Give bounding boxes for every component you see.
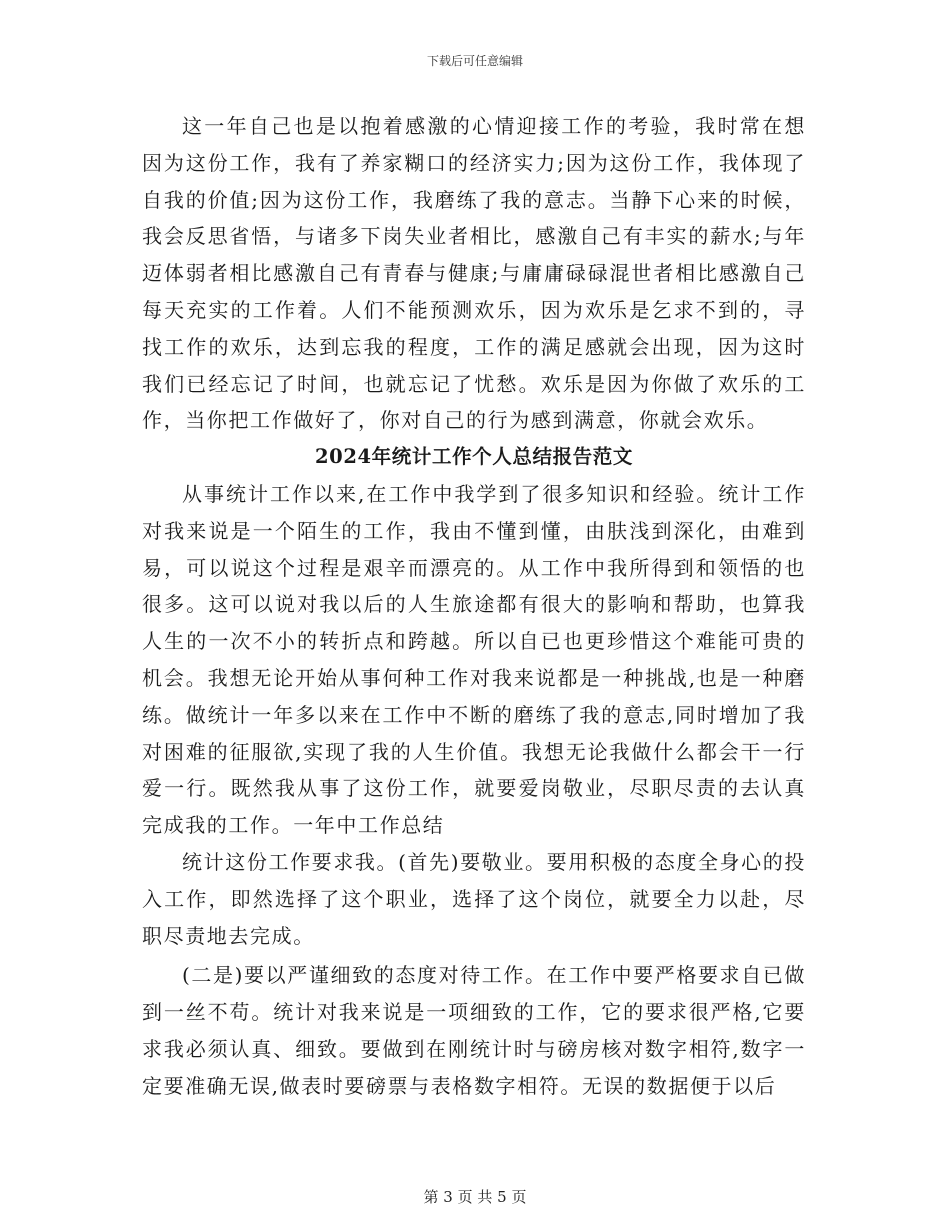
- paragraph-dedication: 统计这份工作要求我。(首先)要敬业。要用积极的态度全身心的投入工作，即然选择了这个职业，选择了这个岗位，就要全力以赴，尽职尽责地去完成。: [142, 849, 806, 948]
- article-title: 2024年统计工作个人总结报告范文: [315, 445, 633, 469]
- document-body: [142, 108, 806, 1105]
- page-number: 第 3 页 共 5 页: [423, 1188, 527, 1206]
- paragraph-rigor: (二是)要以严谨细致的态度对待工作。在工作中要严格要求自已做到一丝不苟。统计对我来说是一项细致的工作，它的要求很严格,它要求我必须认真、细致。要做到在刚统计时与磅房核对数字相符,数字一定要准确无误,做表时要磅票与表格数字相符。无误的数据便于以后: [142, 963, 806, 1098]
- page-header: 下载后可任意编辑: [426, 54, 523, 68]
- paragraph-gratitude: 这一年自己也是以抱着感激的心情迎接工作的考验，我时常在想因为这份工作，我有了养家糊口的经济实力;因为这份工作，我体现了自我的价值;因为这份工作，我磨练了我的意志。当静下心来的时候，我会反思省悟，与诸多下岗失业者相比，感激自己有丰实的薪水;与年迈体弱者相比感激自己有青春与健康;与庸庸碌碌混世者相比感激自己每天充实的工作着。人们不能预测欢乐，因为欢乐是乞求不到的，寻找工作的欢乐，达到忘我的程度，工作的满足感就会出现，因为这时我们已经忘记了时间，也就忘记了忧愁。欢乐是因为你做了欢乐的工作，当你把工作做好了，你对自己的行为感到满意，你就会欢乐。: [142, 114, 806, 433]
- paragraph-statistics-experience: 从事统计工作以来,在工作中我学到了很多知识和经验。统计工作对我来说是一个陌生的工作，我由不懂到懂，由肤浅到深化，由难到易，可以说这个过程是艰辛而漂亮的。从工作中我所得到和领悟的也很多。这可以说对我以后的人生旅途都有很大的影响和帮助，也算我人生的一次不小的转折点和跨越。所以自已也更珍惜这个难能可贵的机会。我想无论开始从事何种工作对我来说都是一种挑战,也是一种磨练。做统计一年多以来在工作中不断的磨练了我的意志,同时增加了我对困难的征服欲,实现了我的人生价值。我想无论我做什么都会干一行爱一行。既然我从事了这份工作，就要爱岗敬业，尽职尽责的去认真完成我的工作。一年中工作总结: [142, 481, 806, 838]
